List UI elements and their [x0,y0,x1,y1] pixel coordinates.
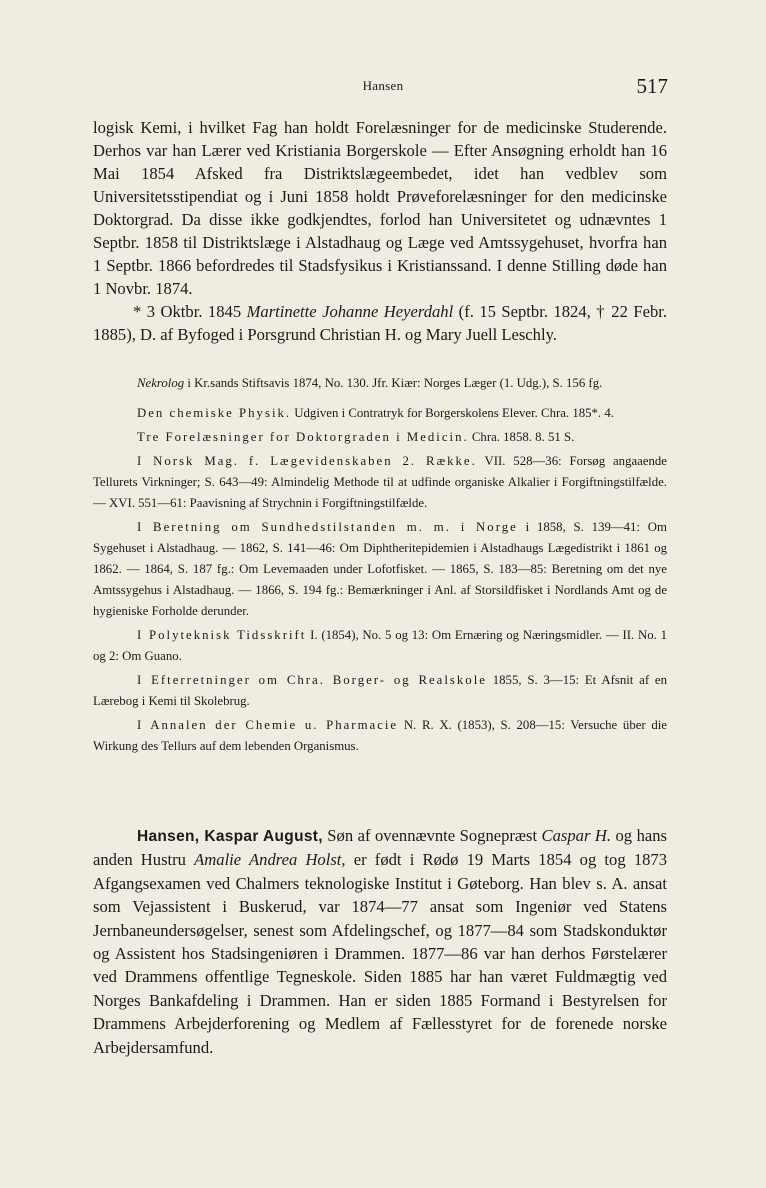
work-title: Den chemiske Physik. [137,406,292,420]
entry-paragraph [93,824,667,1059]
work-text: VII. 528—36: Forsøg angaaende Tellurets Virkninger; S. 643—49: Almindelig Methode til at udfinde organiske Alkalier i Forgiftningstilfælde. — XVI. 551—61: Paavisning af Strychnin i Forgiftningstilfælde. [93,454,667,510]
nekrolog-label: Nekrolog [137,376,185,390]
work-title: I Efterretninger om Chra. Borger- og Realskole [137,673,487,687]
work-text: I. (1854), No. 5 og 13: Om Ernæring og Næringsmidler. — II. No. 1 og 2: Om Guano. [93,628,667,663]
entry-middle: og hans anden Hustru [93,826,667,870]
work-item [93,625,667,667]
nekrolog-reference [93,373,667,394]
work-title: I Polyteknisk Tidsskrift [137,628,307,642]
work-text: Udgiven i Contratryk for Borgerskolens Elever. Chra. 185*. 4. [291,406,614,420]
page-number: 517 [636,74,668,98]
work-title: Tre Forelæsninger for Doktorgraden i Medicin. [137,430,469,444]
mother-name: Amalie Andrea Holst, [194,850,346,870]
work-title: I Annalen der Chemie u. Pharmacie [137,718,399,732]
work-item [93,451,667,514]
references-section [93,373,667,760]
marriage-date: * 3 Oktbr. 1845 [133,302,247,321]
work-item [93,670,667,712]
marriage-details: (f. 15 Septbr. 1824, † 22 Febr. 1885), D. af Byfoged i Porsgrund Christian H. og Mary Juell Leschly. [93,302,668,344]
work-text: 1855, S. 3—15: Et Afsnit af en Lærebog i Kemi til Skolebrug. [93,673,667,708]
entry-kaspar-august-hansen [93,824,667,1059]
work-text: Chra. 1858. 8. 51 S. [468,430,575,444]
work-item [93,517,667,622]
entry-intro: Søn af ovennævnte Sognepræst [322,826,542,845]
work-text: i 1858, S. 139—41: Om Sygehuset i Alstadhaug. — 1862, S. 141—46: Om Diphtheritepidemien i Alstadhaugs Lægedistrikt i 1861 og 1862. — 1864, S. 187 fg.: Om Levemaaden under Lofotfisket. — 1865, S. 183—85: Beretning om det nye Amtssygehus i Alstadhaug. — 1866, S. 194 fg.: Bemærkninger i Anl. af Storsildfisket i Nordlands Amt og de hygieniske Forholde derunder. [93,520,668,618]
wife-name: Martinette Johanne Heyerdahl [246,302,454,321]
marriage-line [93,300,667,346]
entry-body: er født i Rødø 19 Marts 1854 og tog 1873 Afgangsexamen ved Chalmers teknologiske Institut i Gøteborg. Han blev s. A. ansat som Vejassistent i Buskerud, var 1874—77 ansat som Ingeniør ved Statens Jernbaneundersøgelser, senest som Afdelingschef, og 1877—84 som Stadskonduktør og Assistent hos Stadsingeniøren i Drammen. 1877—86 var han derhos Førstelærer ved Drammens offentlige Tegneskole. Siden 1885 har han været Fuldmægtig ved Norges Bankafdeling i Drammen. Han er siden 1885 Formand i Bestyrelsen for Drammens Arbejderforening og Medlem af Fællesstyret for de forenede norske Arbejdersamfund. [93,850,668,1057]
work-title: I Beretning om Sundhedstilstanden m. m. i Norge [137,520,518,534]
work-text: N. R. X. (1853), S. 208—15: Versuche über die Wirkung des Tellurs auf dem lebenden Organismus. [93,718,667,753]
entry-name: Hansen, Kaspar August, [137,828,323,845]
biography-continuation [93,116,667,346]
work-title: I Norsk Mag. f. Lægevidenskaben 2. Række. [137,454,477,468]
nekrolog-text: i Kr.sands Stiftsavis 1874, No. 130. Jfr. Kiær: Norges Læger (1. Udg.), S. 156 fg. [184,376,603,390]
biography-paragraph: logisk Kemi, i hvilket Fag han holdt Forelæsninger for de medicinske Studerende. Derhos var han Lærer ved Kristiania Borgerskole — Efter Ansøgning erholdt han 16 Mai 1854 Afsked fra Distriktslægeembedet, idet han vedblev som Universitetsstipendiat og i Juni 1858 holdt Prøveforelæsninger for den medicinske Doktorgrad. Da disse ikke godkjendtes, forlod han Universitetet og udnævntes 1 Septbr. 1858 til Distriktslæge i Alstadhaug og Læge ved Amtssygehuset, hvorfra han 1 Septbr. 1866 befordredes til Stadsfysikus i Kristianssand. I denne Stilling døde han 1 Novbr. 1874. [93,118,667,298]
running-title: Hansen [362,78,404,93]
work-item [93,715,667,757]
father-name: Caspar H. [541,826,612,845]
work-item [93,403,667,424]
work-item [93,427,667,448]
